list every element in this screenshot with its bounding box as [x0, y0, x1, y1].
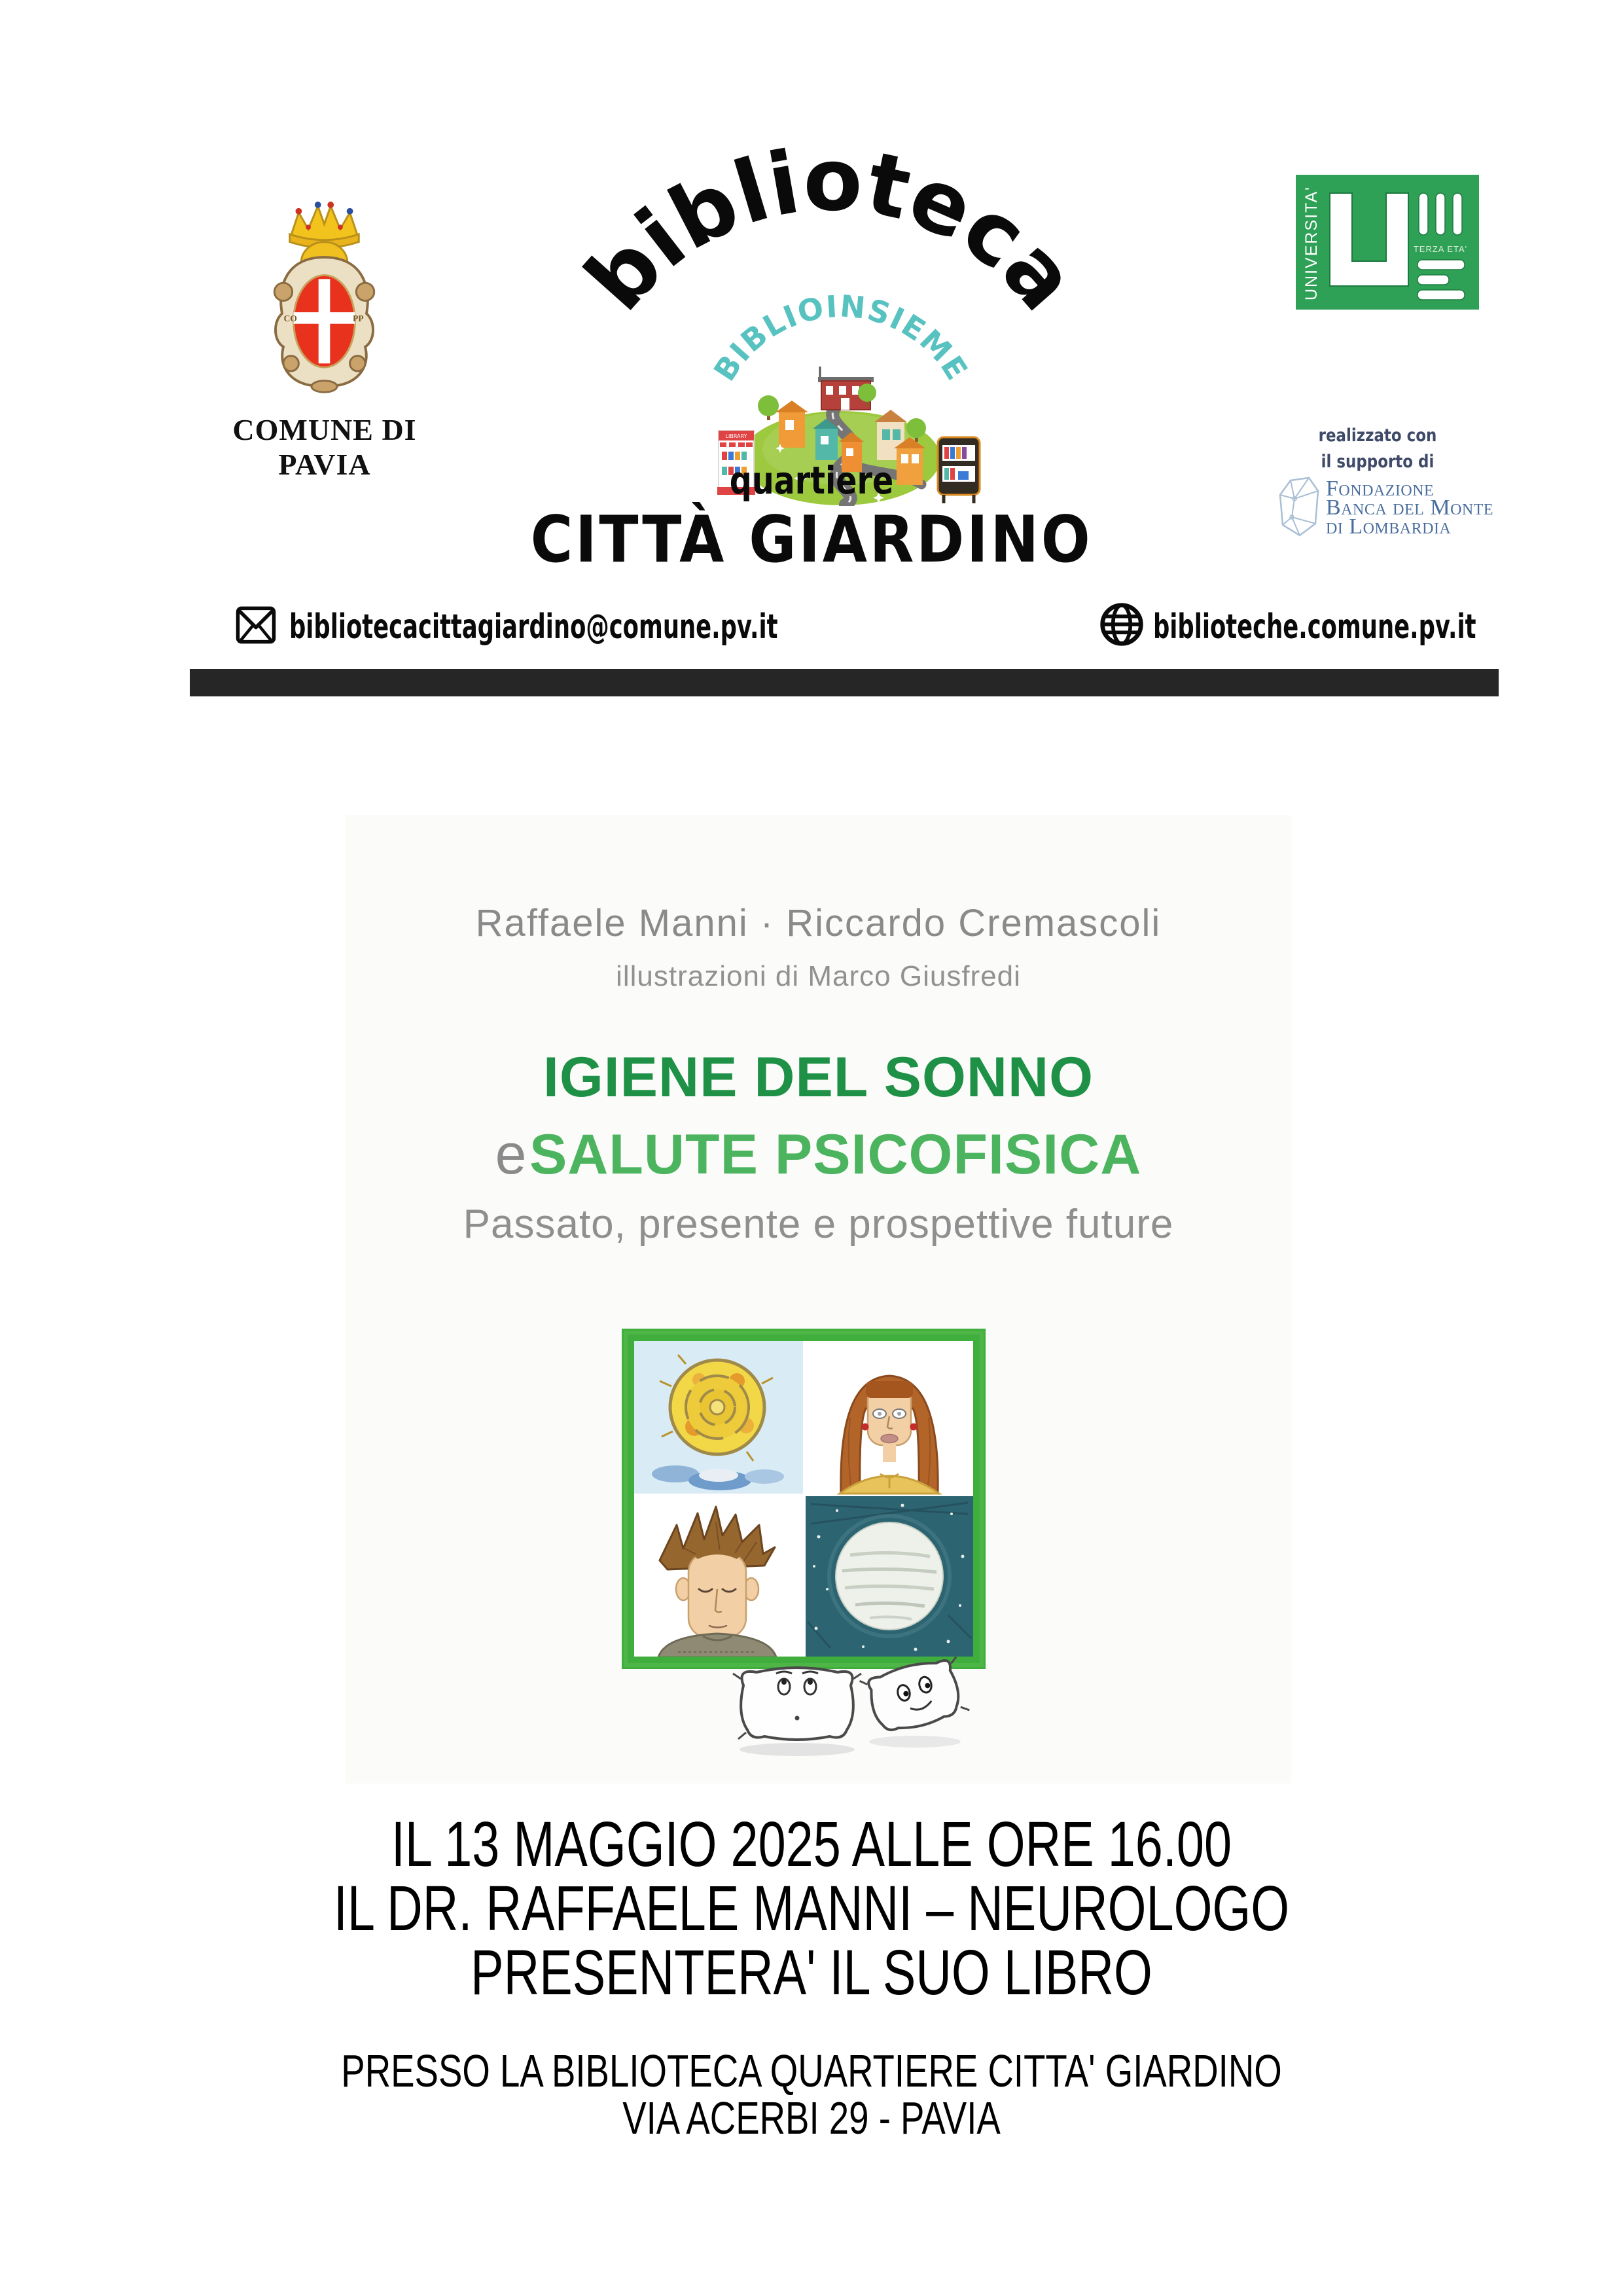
svg-text:TERZA ETA': TERZA ETA' [1413, 244, 1468, 254]
fondazione-line-2: Banca del Monte [1326, 495, 1494, 520]
svg-text:biblioteca: biblioteca [566, 130, 1097, 329]
globe-icon [1098, 601, 1145, 648]
quartiere-label: quartiere [729, 458, 894, 503]
support-line-1: realizzato con [1318, 425, 1437, 446]
fondazione-crystal-icon [1277, 476, 1321, 537]
website-text: biblioteche.comune.pv.it [1153, 607, 1476, 647]
venue-line-1: PRESSO LA BIBLIOTECA QUARTIERE CITTA' GIARDINO [341, 2045, 1282, 2096]
book-title-line1: IGIENE DEL SONNO [543, 1046, 1094, 1109]
event-line-1: IL 13 MAGGIO 2025 ALLE ORE 16.00 [391, 1808, 1232, 1880]
svg-text:LIBRARY: LIBRARY [725, 433, 747, 439]
book-illustrator: illustrazioni di Marco Giusfredi [616, 960, 1021, 992]
divider-bar [190, 669, 1499, 696]
universita-terza-eta-logo [1296, 175, 1479, 310]
svg-text:PP: PP [352, 313, 364, 323]
support-line-2: il supporto di [1321, 452, 1435, 472]
fondazione-line-3: di Lombardia [1326, 514, 1452, 539]
email-text: bibliotecacittagiardino@comune.pv.it [289, 607, 778, 647]
svg-text:BIBLIOINSIEME: BIBLIOINSIEME [706, 288, 976, 387]
book-cover-illustration [622, 1329, 986, 1669]
citta-giardino-label: CITTÀ GIARDINO [530, 503, 1093, 577]
book-cover [346, 815, 1291, 1784]
event-line-3: PRESENTERA' IL SUO LIBRO [471, 1937, 1152, 2008]
event-line-2: IL DR. RAFFAELE MANNI – NEUROLOGO [333, 1873, 1290, 1944]
comune-caption: COMUNE DI PAVIA [232, 413, 417, 481]
svg-text:CO: CO [283, 313, 297, 323]
fondazione-line-1: Fondazione [1326, 476, 1435, 501]
book-title-line2-prefix: e [495, 1123, 527, 1186]
comune-crest-icon [254, 195, 395, 408]
svg-text:UNIVERSITA': UNIVERSITA' [1302, 186, 1321, 300]
venue-line-2: VIA ACERBI 29 - PAVIA [622, 2092, 1001, 2144]
fondazione-name [1326, 476, 1494, 539]
book-title-line2: SALUTE PSICOFISICA [529, 1123, 1142, 1186]
pillow-characters-illustration [717, 1645, 992, 1763]
book-subtitle: Passato, presente e prospettive future [463, 1202, 1174, 1247]
book-authors: Raffaele Manni · Riccardo Cremascoli [475, 902, 1162, 944]
envelope-icon [234, 603, 277, 647]
book-title-line2-row [346, 1122, 1291, 1187]
